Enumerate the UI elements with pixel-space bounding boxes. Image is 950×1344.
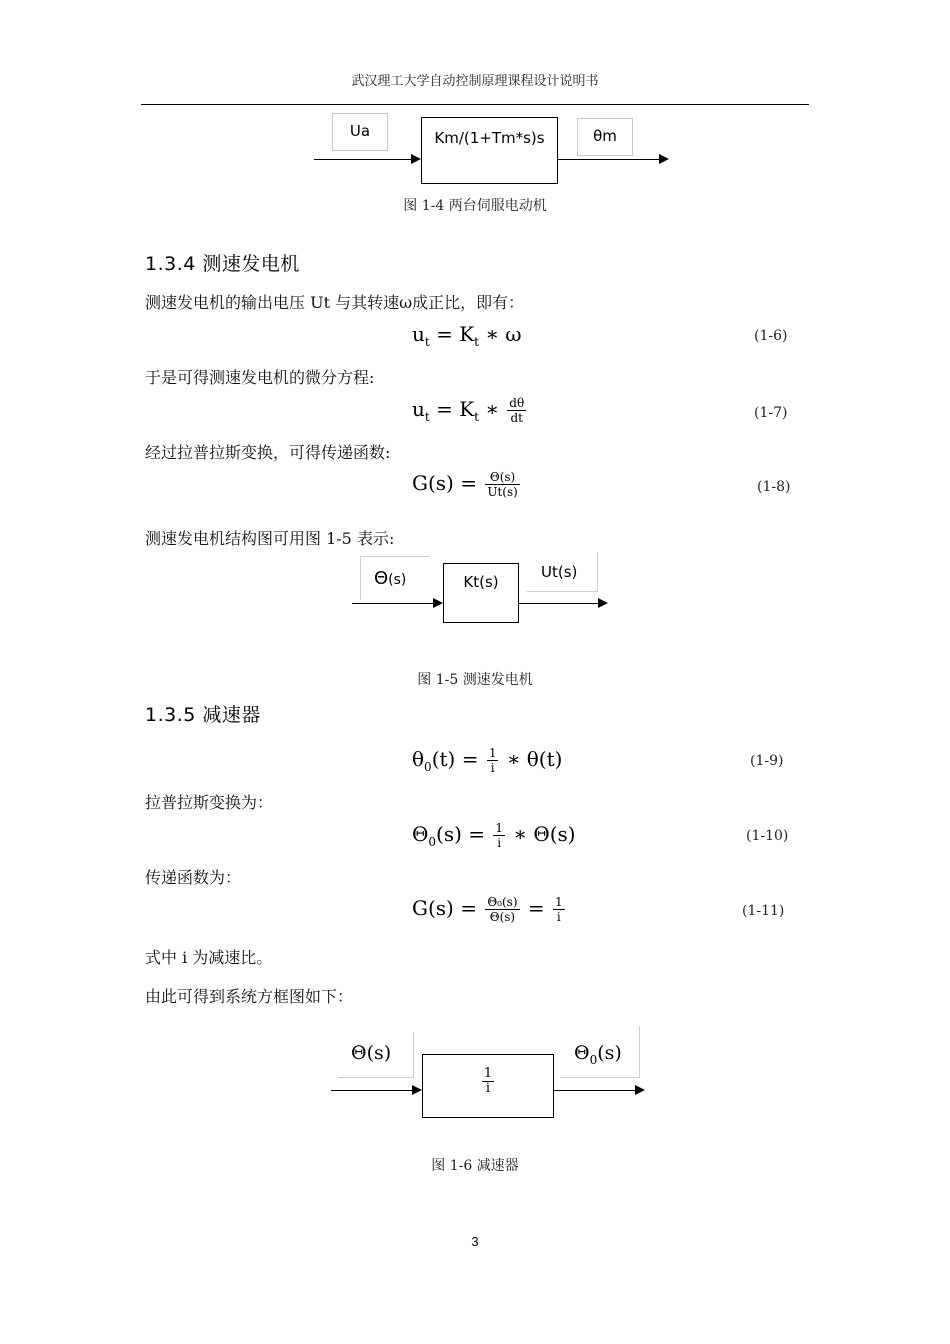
- eq18-frac-den: Ut(s): [487, 485, 518, 499]
- page-header: 武汉理工大学自动控制原理课程设计说明书: [351, 74, 599, 89]
- fig14-input-label: Ua: [349, 122, 371, 140]
- fig16-transfer-block: [422, 1054, 554, 1118]
- equation-1-9: $\theta_0(t)$ = $\frac{1}{i}$ ∗ θ(t): [412, 746, 563, 775]
- eq16-rhs-sub: t: [474, 335, 479, 349]
- eq19-frac-num: 1: [488, 746, 497, 760]
- equation-1-11: G(s) = $\frac{\text{Θ₀(s)}}{\Theta(s)}$ = $\frac{1}{i}$: [412, 895, 563, 924]
- sec134-p3: 经过拉普拉斯变换，可得传递函数:: [145, 443, 391, 462]
- fig15-output-arrow: [598, 598, 608, 608]
- eq16-lhs-sub: t: [424, 335, 430, 349]
- eq110-lhs: Θ: [412, 822, 429, 846]
- eq111-fraction-2: [553, 895, 565, 924]
- eq17-rhs: K: [459, 397, 475, 421]
- eq17-lhs: u: [412, 397, 425, 421]
- eq111-lhs: G(s) =: [412, 896, 477, 920]
- eq111-fraction-1: [485, 895, 519, 924]
- fig15-transfer-block: [443, 563, 519, 623]
- eq19-lhs: θ: [412, 747, 425, 771]
- eq111-frac2-num: 1: [554, 895, 563, 909]
- eq111-number: (1-11): [742, 903, 785, 919]
- section-1-3-5-title: 1.3.5 减速器: [145, 704, 261, 726]
- fig14-output-wire: [558, 159, 660, 160]
- fig14-input-label-box: [332, 113, 388, 151]
- eq19-tail: ∗ θ(t): [506, 747, 563, 771]
- fig16-block-den: i: [485, 1081, 491, 1096]
- equation-1-8: [412, 470, 522, 499]
- fig15-caption: 图 1-5 测速发电机: [417, 672, 533, 688]
- fig16-output-arrow: [635, 1085, 645, 1095]
- fig16-input-wire: [331, 1090, 413, 1091]
- eq16-tail: ∗ ω: [485, 322, 522, 346]
- eq18-frac-num: Θ(s): [485, 470, 519, 485]
- sec134-p4: 测速发电机结构图可用图 1-5 表示:: [145, 529, 395, 548]
- equation-1-6: $u_t = K_t$ ∗ ω: [412, 322, 522, 349]
- eq19-number: (1-9): [750, 753, 784, 769]
- sec135-p1: 拉普拉斯变换为：: [145, 793, 274, 812]
- fig14-transfer-block: [421, 117, 558, 184]
- sec135-p3: 式中 i 为减速比。: [145, 948, 273, 967]
- sec134-p2: 于是可得测速发电机的微分方程:: [145, 368, 375, 387]
- eq19-lhs-sub: 0: [424, 760, 432, 774]
- eq110-number: (1-10): [746, 828, 789, 844]
- fig16-input-arrow: [412, 1085, 422, 1095]
- fig14-input-arrow: [411, 154, 421, 164]
- eq110-frac-den: i: [497, 836, 502, 850]
- eq110-frac-num: 1: [495, 821, 504, 835]
- eq16-lhs: u: [412, 322, 425, 346]
- fig15-block-label: Kt(s): [463, 573, 499, 591]
- fig15-output-label: Ut(s): [541, 563, 578, 581]
- fig15-input-label: Θ(s): [374, 568, 407, 589]
- sec135-p4: 由此可得到系统方框图如下：: [145, 987, 354, 1006]
- eq18-number: (1-8): [757, 479, 791, 495]
- fig16-output-label: $\Theta_0(s)$: [574, 1042, 622, 1067]
- eq110-tail: ∗ Θ(s): [513, 822, 576, 846]
- section-1-3-4-title: 1.3.4 测速发电机: [145, 253, 300, 275]
- eq18-fraction: [485, 470, 519, 499]
- eq19-fraction: [487, 746, 499, 775]
- fig16-output-wire: [554, 1090, 636, 1091]
- equation-1-10: $\Theta_0(s)$ = $\frac{1}{i}$ ∗ Θ(s): [412, 821, 576, 850]
- equation-1-7: $u_t = K_t$ ∗ $\frac{d\theta}{dt}$: [412, 396, 525, 425]
- eq18-lhs: G(s) =: [412, 471, 477, 495]
- fig14-output-label: θm: [593, 127, 617, 145]
- eq17-lhs-sub: t: [424, 410, 430, 424]
- eq110-lhs-sub: 0: [428, 835, 437, 849]
- fig16-input-label: Θ(s): [351, 1042, 392, 1064]
- eq16-rhs: K: [459, 322, 475, 346]
- fig15-input-arrow: [433, 598, 443, 608]
- eq17-number: (1-7): [754, 405, 788, 421]
- header-rule: [141, 104, 809, 105]
- fig14-output-arrow: [659, 154, 669, 164]
- fig16-block-fraction: [482, 1067, 494, 1096]
- sec134-intro: 测速发电机的输出电压 Ut 与其转速ω成正比，即有：: [145, 293, 525, 312]
- eq17-rhs-sub: t: [474, 410, 479, 424]
- fig15-input-wire: [352, 603, 434, 604]
- eq17-frac-den: dt: [510, 411, 523, 425]
- eq111-frac2-den: i: [556, 910, 561, 924]
- fig14-caption: 图 1-4 两台伺服电动机: [403, 198, 547, 214]
- eq17-frac-num: dθ: [509, 396, 525, 410]
- page-number: 3: [471, 1234, 479, 1249]
- eq111-frac1-num: Θ₀(s): [487, 895, 518, 909]
- fig14-input-wire: [314, 159, 412, 160]
- sec135-p2: 传递函数为：: [145, 868, 242, 887]
- eq19-frac-den: i: [490, 761, 495, 775]
- fig16-caption: 图 1-6 减速器: [431, 1158, 519, 1174]
- eq111-frac1-den: Θ(s): [489, 910, 516, 924]
- eq17-fraction: [507, 396, 526, 425]
- fig15-output-wire: [519, 603, 599, 604]
- fig16-block-num: 1: [483, 1066, 493, 1081]
- eq16-number: (1-6): [754, 328, 788, 344]
- eq110-fraction: [493, 821, 505, 850]
- fig14-output-label-box: [577, 118, 633, 156]
- fig14-block-label: Km/(1+Tm*s)s: [434, 129, 545, 147]
